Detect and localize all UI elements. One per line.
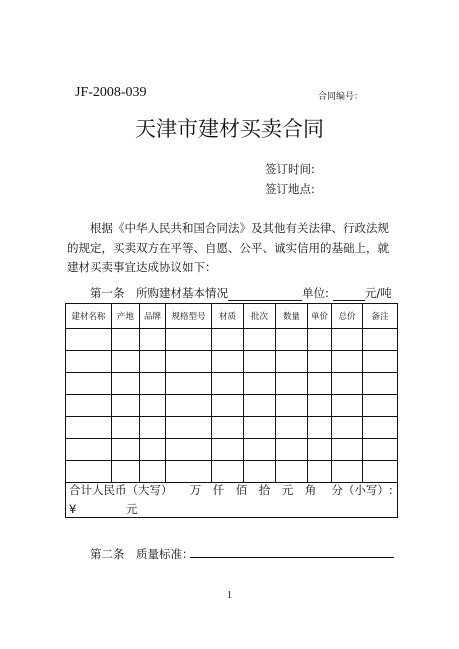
- article-1-label: 第一条 所购建材基本情况: [90, 286, 228, 300]
- table-cell: [244, 351, 276, 373]
- table-cell: [166, 351, 212, 373]
- column-header: 规格型号: [166, 304, 212, 329]
- table-cell: [276, 439, 308, 461]
- table-cell: [140, 439, 166, 461]
- table-cell: [140, 351, 166, 373]
- goods-table: [65, 303, 398, 483]
- column-header: 品牌: [140, 304, 166, 329]
- table-cell: [332, 351, 363, 373]
- table-cell: [308, 373, 332, 395]
- table-cell: [212, 351, 244, 373]
- total-amount-box: [65, 474, 398, 518]
- table-cell: [363, 439, 398, 461]
- table-cell: [332, 373, 363, 395]
- unit-suffix: 元/吨: [364, 286, 392, 300]
- contract-number-label: 合同编号：: [318, 92, 364, 102]
- table-cell: [112, 373, 140, 395]
- article-2-label: 第二条 质量标准：: [90, 547, 194, 561]
- table-cell: [112, 351, 140, 373]
- table-cell: [212, 373, 244, 395]
- table-cell: [308, 351, 332, 373]
- table-cell: [276, 395, 308, 417]
- column-header: 材质: [212, 304, 244, 329]
- table-cell: [112, 329, 140, 351]
- table-cell: [276, 417, 308, 439]
- table-cell: [166, 417, 212, 439]
- table-cell: [332, 439, 363, 461]
- column-header: 产地: [112, 304, 140, 329]
- table-cell: [332, 417, 363, 439]
- table-cell: [308, 417, 332, 439]
- table-cell: [212, 395, 244, 417]
- table-cell: [166, 373, 212, 395]
- contract-title: 天津市建材买卖合同: [135, 117, 324, 141]
- table-cell: [140, 373, 166, 395]
- table-cell: [66, 417, 112, 439]
- table-cell: [66, 439, 112, 461]
- table-row: [66, 395, 398, 417]
- article-2-blank: [190, 557, 394, 558]
- table-cell: [308, 439, 332, 461]
- column-header: 建材名称: [66, 304, 112, 329]
- table-cell: [363, 417, 398, 439]
- table-cell: [244, 329, 276, 351]
- table-cell: [244, 439, 276, 461]
- table-cell: [244, 395, 276, 417]
- column-header: 备注: [363, 304, 398, 329]
- table-cell: [332, 329, 363, 351]
- table-cell: [363, 351, 398, 373]
- table-cell: [112, 395, 140, 417]
- table-cell: [332, 395, 363, 417]
- table-cell: [166, 439, 212, 461]
- table-cell: [112, 417, 140, 439]
- table-cell: [66, 373, 112, 395]
- table-row: [66, 439, 398, 461]
- table-row: [66, 373, 398, 395]
- table-cell: [140, 395, 166, 417]
- column-header: 单价: [308, 304, 332, 329]
- table-cell: [363, 329, 398, 351]
- column-header: 数量: [276, 304, 308, 329]
- table-row: [66, 351, 398, 373]
- table-cell: [140, 329, 166, 351]
- signing-time-label: 签订时间:: [265, 162, 315, 176]
- table-cell: [276, 351, 308, 373]
- table-cell: [66, 329, 112, 351]
- table-header-row: [66, 304, 398, 329]
- article-1-blank: [228, 300, 302, 301]
- table-cell: [308, 395, 332, 417]
- preamble-paragraph: 根据《中华人民共和国合同法》及其他有关法律、行政法规的规定，买卖双方在平等、自愿、公平、诚实信用的基础上，就建材买卖事宜达成协议如下：: [67, 221, 389, 274]
- unit-label: 单位:: [302, 286, 329, 300]
- table-cell: [140, 417, 166, 439]
- table-cell: [112, 439, 140, 461]
- goods-table-body: [66, 329, 398, 483]
- table-cell: [244, 417, 276, 439]
- article-1-line: [90, 285, 392, 301]
- table-cell: [166, 395, 212, 417]
- total-amount-line: 合计人民币（大写） 万 仟 佰 拾 元 角 分（小写）:: [69, 483, 393, 497]
- table-cell: [66, 351, 112, 373]
- table-cell: [308, 329, 332, 351]
- column-header: 批次: [244, 304, 276, 329]
- unit-blank: [333, 300, 365, 301]
- page-number: 1: [227, 590, 232, 601]
- table-cell: [244, 373, 276, 395]
- table-cell: [276, 373, 308, 395]
- table-row: [66, 329, 398, 351]
- table-row: [66, 417, 398, 439]
- table-cell: [212, 329, 244, 351]
- table-cell: [66, 395, 112, 417]
- table-cell: [212, 417, 244, 439]
- table-cell: [276, 329, 308, 351]
- signing-place-label: 签订地点:: [265, 182, 315, 196]
- table-cell: [363, 395, 398, 417]
- total-amount-figure-line: ¥ 元: [69, 502, 138, 516]
- table-cell: [212, 439, 244, 461]
- table-cell: [363, 373, 398, 395]
- document-code: JF-2008-039: [75, 85, 147, 100]
- table-cell: [166, 329, 212, 351]
- column-header: 总价: [332, 304, 363, 329]
